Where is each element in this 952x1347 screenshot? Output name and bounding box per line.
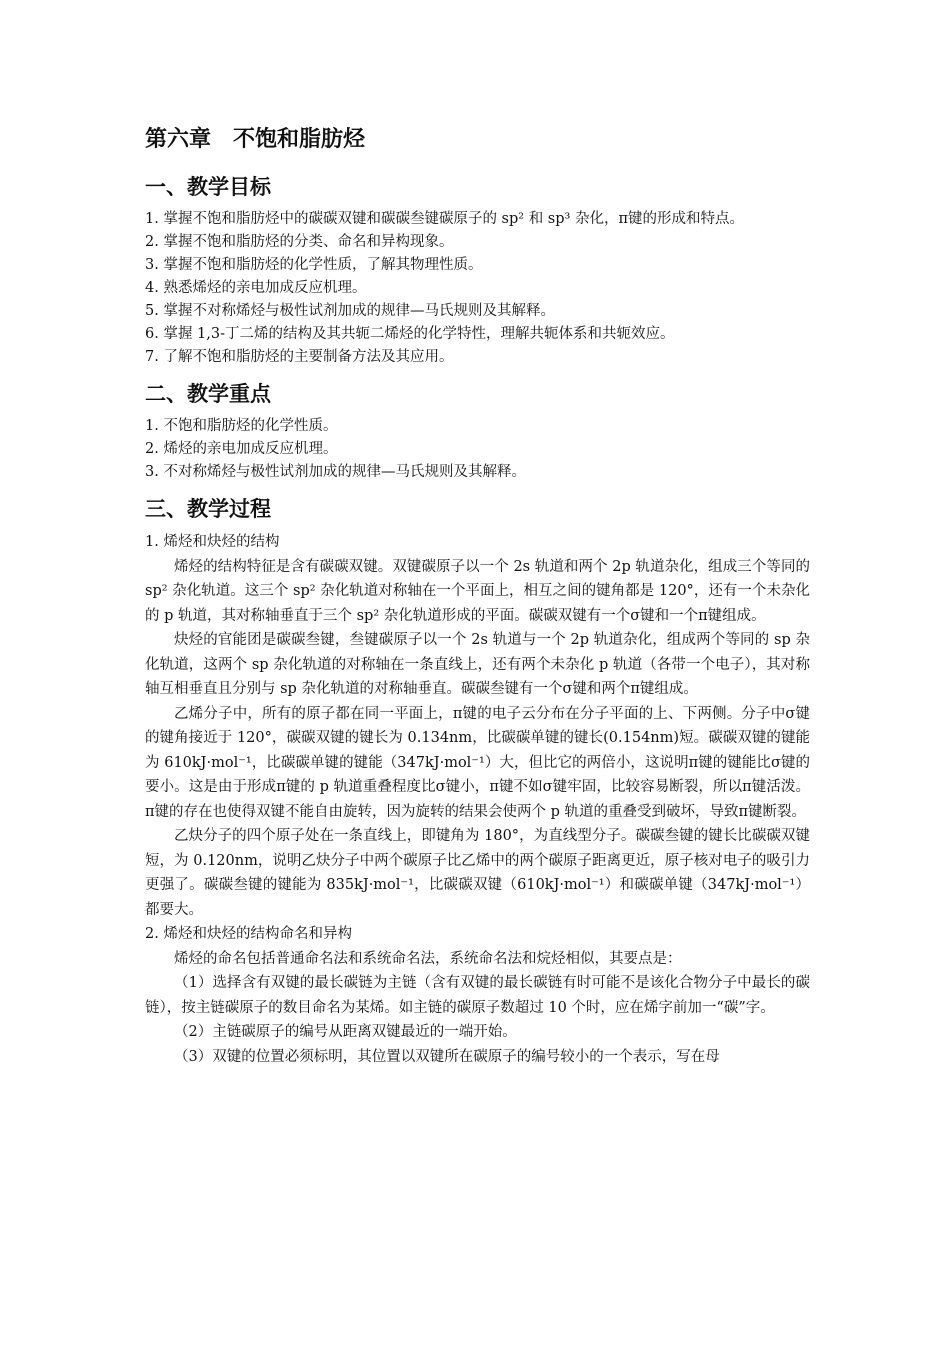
section-title-objectives: 一、教学目标	[145, 175, 271, 199]
list-item: 3. 不对称烯烃与极性试剂加成的规律—马氏规则及其解释。	[145, 464, 526, 480]
list-item: 1. 不饱和脂肪烃的化学性质。	[145, 418, 338, 434]
paragraph: （2）主链碳原子的编号从距离双键最近的一端开始。	[174, 1024, 517, 1040]
list-item: 2. 掌握不饱和脂肪烃的分类、命名和异构现象。	[145, 234, 454, 250]
key-points-list	[145, 415, 810, 484]
objectives-list	[145, 208, 810, 369]
paragraph: （1）选择含有双键的最长碳链为主链（含有双键的最长碳链有时可能不是该化合物分子中最长的碳链），按主链碳原子的数目命名为某烯。如主链的碳原子数超过 10 个时，应在烯字前加一“碳”字。	[145, 975, 810, 1016]
sub-heading-structure: 1. 烯烃和炔烃的结构	[145, 534, 280, 550]
paragraph: 烯烃的命名包括普通命名法和系统命名法，系统命名法和烷烃相似，其要点是：	[174, 950, 682, 967]
paragraph: 乙烯分子中，所有的原子都在同一平面上，π键的电子云分布在分子平面的上、下两侧。分子中σ键的键角接近于 120°，碳碳双键的键长为 0.134nm，比碳碳单键的键长(0.154nm)短。碳碳双键的键能为 610kJ·mol⁻¹，比碳碳单键的键能（347kJ·mol⁻¹）大，但比它的两倍小，这说明π键的键能比σ键的要小。这是由于形成π键的 p 轨道重叠程度比σ键小，π键不如σ键牢固，比较容易断裂，所以π键活泼。π键的存在也使得双键不能自由旋转，因为旋转的结果会使两个 p 轨道的重叠受到破坏，导致π键断裂。	[145, 705, 810, 820]
paragraph: 烯烃的结构特征是含有碳碳双键。双键碳原子以一个 2s 轨道和两个 2p 轨道杂化，组成三个等同的 sp² 杂化轨道。这三个 sp² 杂化轨道对称轴在一个平面上，相互之间的键角都是 120°，还有一个未杂化的 p 轨道，其对称轴垂直于三个 sp² 杂化轨道形成的平面。碳碳双键有一个σ键和一个π键组成。	[145, 558, 810, 624]
list-item: 5. 掌握不对称烯烃与极性试剂加成的规律—马氏规则及其解释。	[145, 303, 555, 319]
list-item: 6. 掌握 1,3-丁二烯的结构及其共轭二烯烃的化学特性，理解共轭体系和共轭效应。	[145, 326, 675, 342]
list-item: 4. 熟悉烯烃的亲电加成反应机理。	[145, 280, 367, 296]
list-item: 3. 掌握不饱和脂肪烃的化学性质，了解其物理性质。	[145, 257, 483, 273]
section-title-process: 三、教学过程	[145, 497, 271, 521]
chapter-title: 第六章 不饱和脂肪烃	[145, 127, 366, 152]
list-item: 1. 掌握不饱和脂肪烃中的碳碳双键和碳碳叁键碳原子的 sp² 和 sp³ 杂化，π键的形成和特点。	[145, 211, 744, 227]
paragraph: 乙炔分子的四个原子处在一条直线上，即键角为 180°，为直线型分子。碳碳叁键的键长比碳碳双键短，为 0.120nm，说明乙炔分子中两个碳原子比乙烯中的两个碳原子距离更近，原子核对电子的吸引力更强了。碳碳叁键的键能为 835kJ·mol⁻¹，比碳碳双键（610kJ·mol⁻¹）和碳碳单键（347kJ·mol⁻¹）都要大。	[145, 828, 810, 918]
paragraph: （3）双键的位置必须标明，其位置以双键所在碳原子的编号较小的一个表示，写在母	[174, 1048, 720, 1065]
section-title-key-points: 二、教学重点	[145, 382, 271, 406]
list-item: 7. 了解不饱和脂肪烃的主要制备方法及其应用。	[145, 349, 454, 365]
document-page	[145, 124, 810, 1069]
sub-heading-nomenclature: 2. 烯烃和炔烃的结构命名和异构	[145, 926, 352, 942]
process-body	[145, 530, 810, 1069]
paragraph: 炔烃的官能团是碳碳叁键，叁键碳原子以一个 2s 轨道与一个 2p 轨道杂化，组成两个等同的 sp 杂化轨道，这两个 sp 杂化轨道的对称轴在一条直线上，还有两个未杂化 p 轨道（各带一个电子），其对称轴互相垂直且分别与 sp 杂化轨道的对称轴垂直。碳碳叁键有一个σ键和两个π键组成。	[145, 632, 810, 697]
list-item: 2. 烯烃的亲电加成反应机理。	[145, 441, 338, 457]
